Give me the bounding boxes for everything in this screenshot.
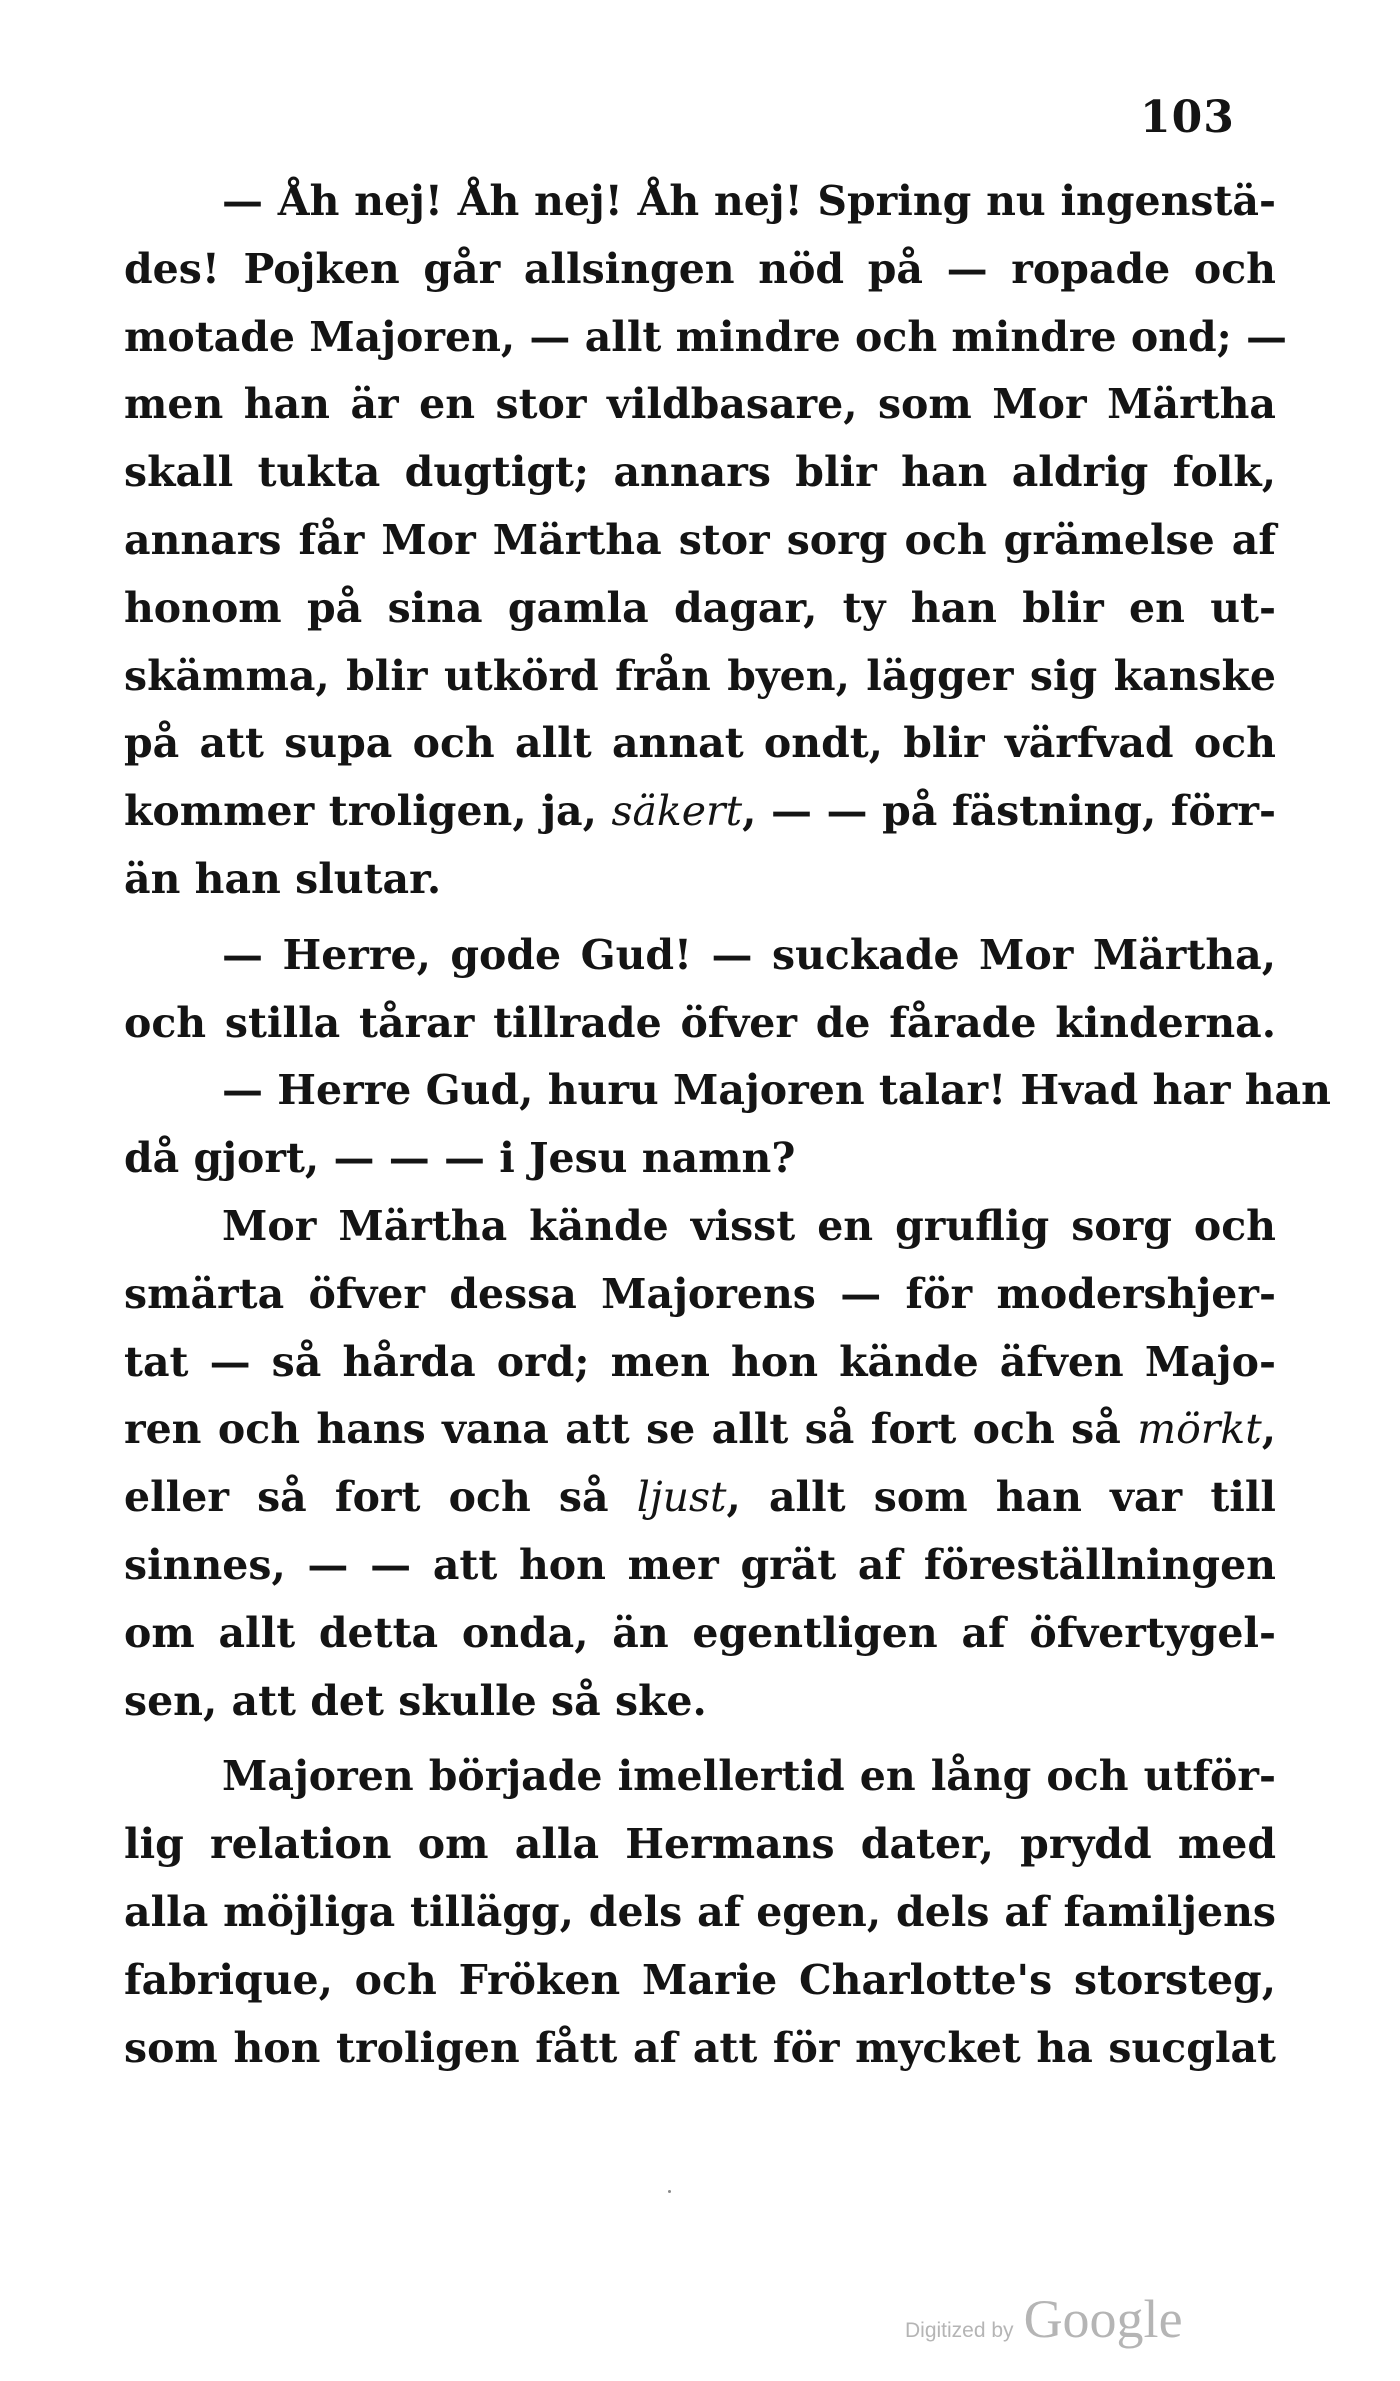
text-line: som hon troligen fått af att för mycket ha sucglat xyxy=(124,2023,1276,2072)
text-line: — Herre, gode Gud! — suckade Mor Märtha, xyxy=(222,930,1276,979)
text-line: smärta öfver dessa Majorens — för modershjer- xyxy=(124,1269,1276,1318)
text-line: på att supa och allt annat ondt, blir värfvad och xyxy=(124,719,1276,768)
text-line: lig relation om alla Hermans dater, prydd med xyxy=(124,1820,1276,1869)
text-line: tat — så hårda ord; men hon kände äfven Majo- xyxy=(124,1337,1276,1386)
text-line: — Herre Gud, huru Majoren talar! Hvad har han xyxy=(222,1066,1331,1115)
text-line: Majoren började imellertid en lång och utför- xyxy=(222,1752,1276,1801)
text-line: Mor Märtha kände visst en gruflig sorg och xyxy=(222,1201,1276,1250)
text-line: eller så fort och så ljust, allt som han var till xyxy=(124,1473,1276,1522)
text-line: än han slutar. xyxy=(124,854,442,903)
google-logo: Google xyxy=(1023,2289,1183,2349)
paragraph-2 xyxy=(124,922,1331,1193)
text-line: men han är en stor vildbasare, som Mor Märtha xyxy=(124,380,1276,429)
paragraph-3 xyxy=(124,1193,1276,1735)
paragraph-4 xyxy=(124,1743,1276,2082)
paragraph-1 xyxy=(124,168,1288,914)
body-text xyxy=(124,168,1331,2082)
text-line: motade Majoren, — allt mindre och mindre ond; — xyxy=(124,312,1288,361)
text-line: fabrique, och Fröken Marie Charlotte's storsteg, xyxy=(124,1955,1276,2004)
text-line: alla möjliga tillägg, dels af egen, dels af familjens xyxy=(124,1887,1276,1936)
digitized-watermark xyxy=(905,2288,1183,2350)
text-line: annars får Mor Märtha stor sorg och grämelse af xyxy=(124,515,1276,564)
text-line: — Åh nej! Åh nej! Åh nej! Spring nu ingenstä- xyxy=(222,177,1276,225)
text-line: om allt detta onda, än egentligen af öfvertygel- xyxy=(124,1608,1276,1657)
text-line: honom på sina gamla dagar, ty han blir en ut- xyxy=(124,583,1276,632)
text-line: och stilla tårar tillrade öfver de fårade kinderna. xyxy=(124,998,1276,1047)
text-line: ren och hans vana att se allt så fort och så mörkt, xyxy=(124,1405,1276,1454)
text-line: då gjort, — — — i Jesu namn? xyxy=(124,1134,796,1183)
text-line: skall tukta dugtigt; annars blir han aldrig folk, xyxy=(124,448,1276,497)
watermark-prefix: Digitized by xyxy=(905,2319,1014,2342)
page-number: 103 xyxy=(1140,92,1235,143)
paper-speck xyxy=(668,2190,671,2193)
text-line: sinnes, — — att hon mer grät af föreställningen xyxy=(124,1540,1276,1589)
text-line: des! Pojken går allsingen nöd på — ropade och xyxy=(124,244,1276,293)
text-line: kommer troligen, ja, säkert, — — på fästning, förr- xyxy=(124,787,1276,836)
text-line: sen, att det skulle så ske. xyxy=(124,1676,707,1725)
text-line: skämma, blir utkörd från byen, lägger sig kanske xyxy=(124,651,1276,700)
